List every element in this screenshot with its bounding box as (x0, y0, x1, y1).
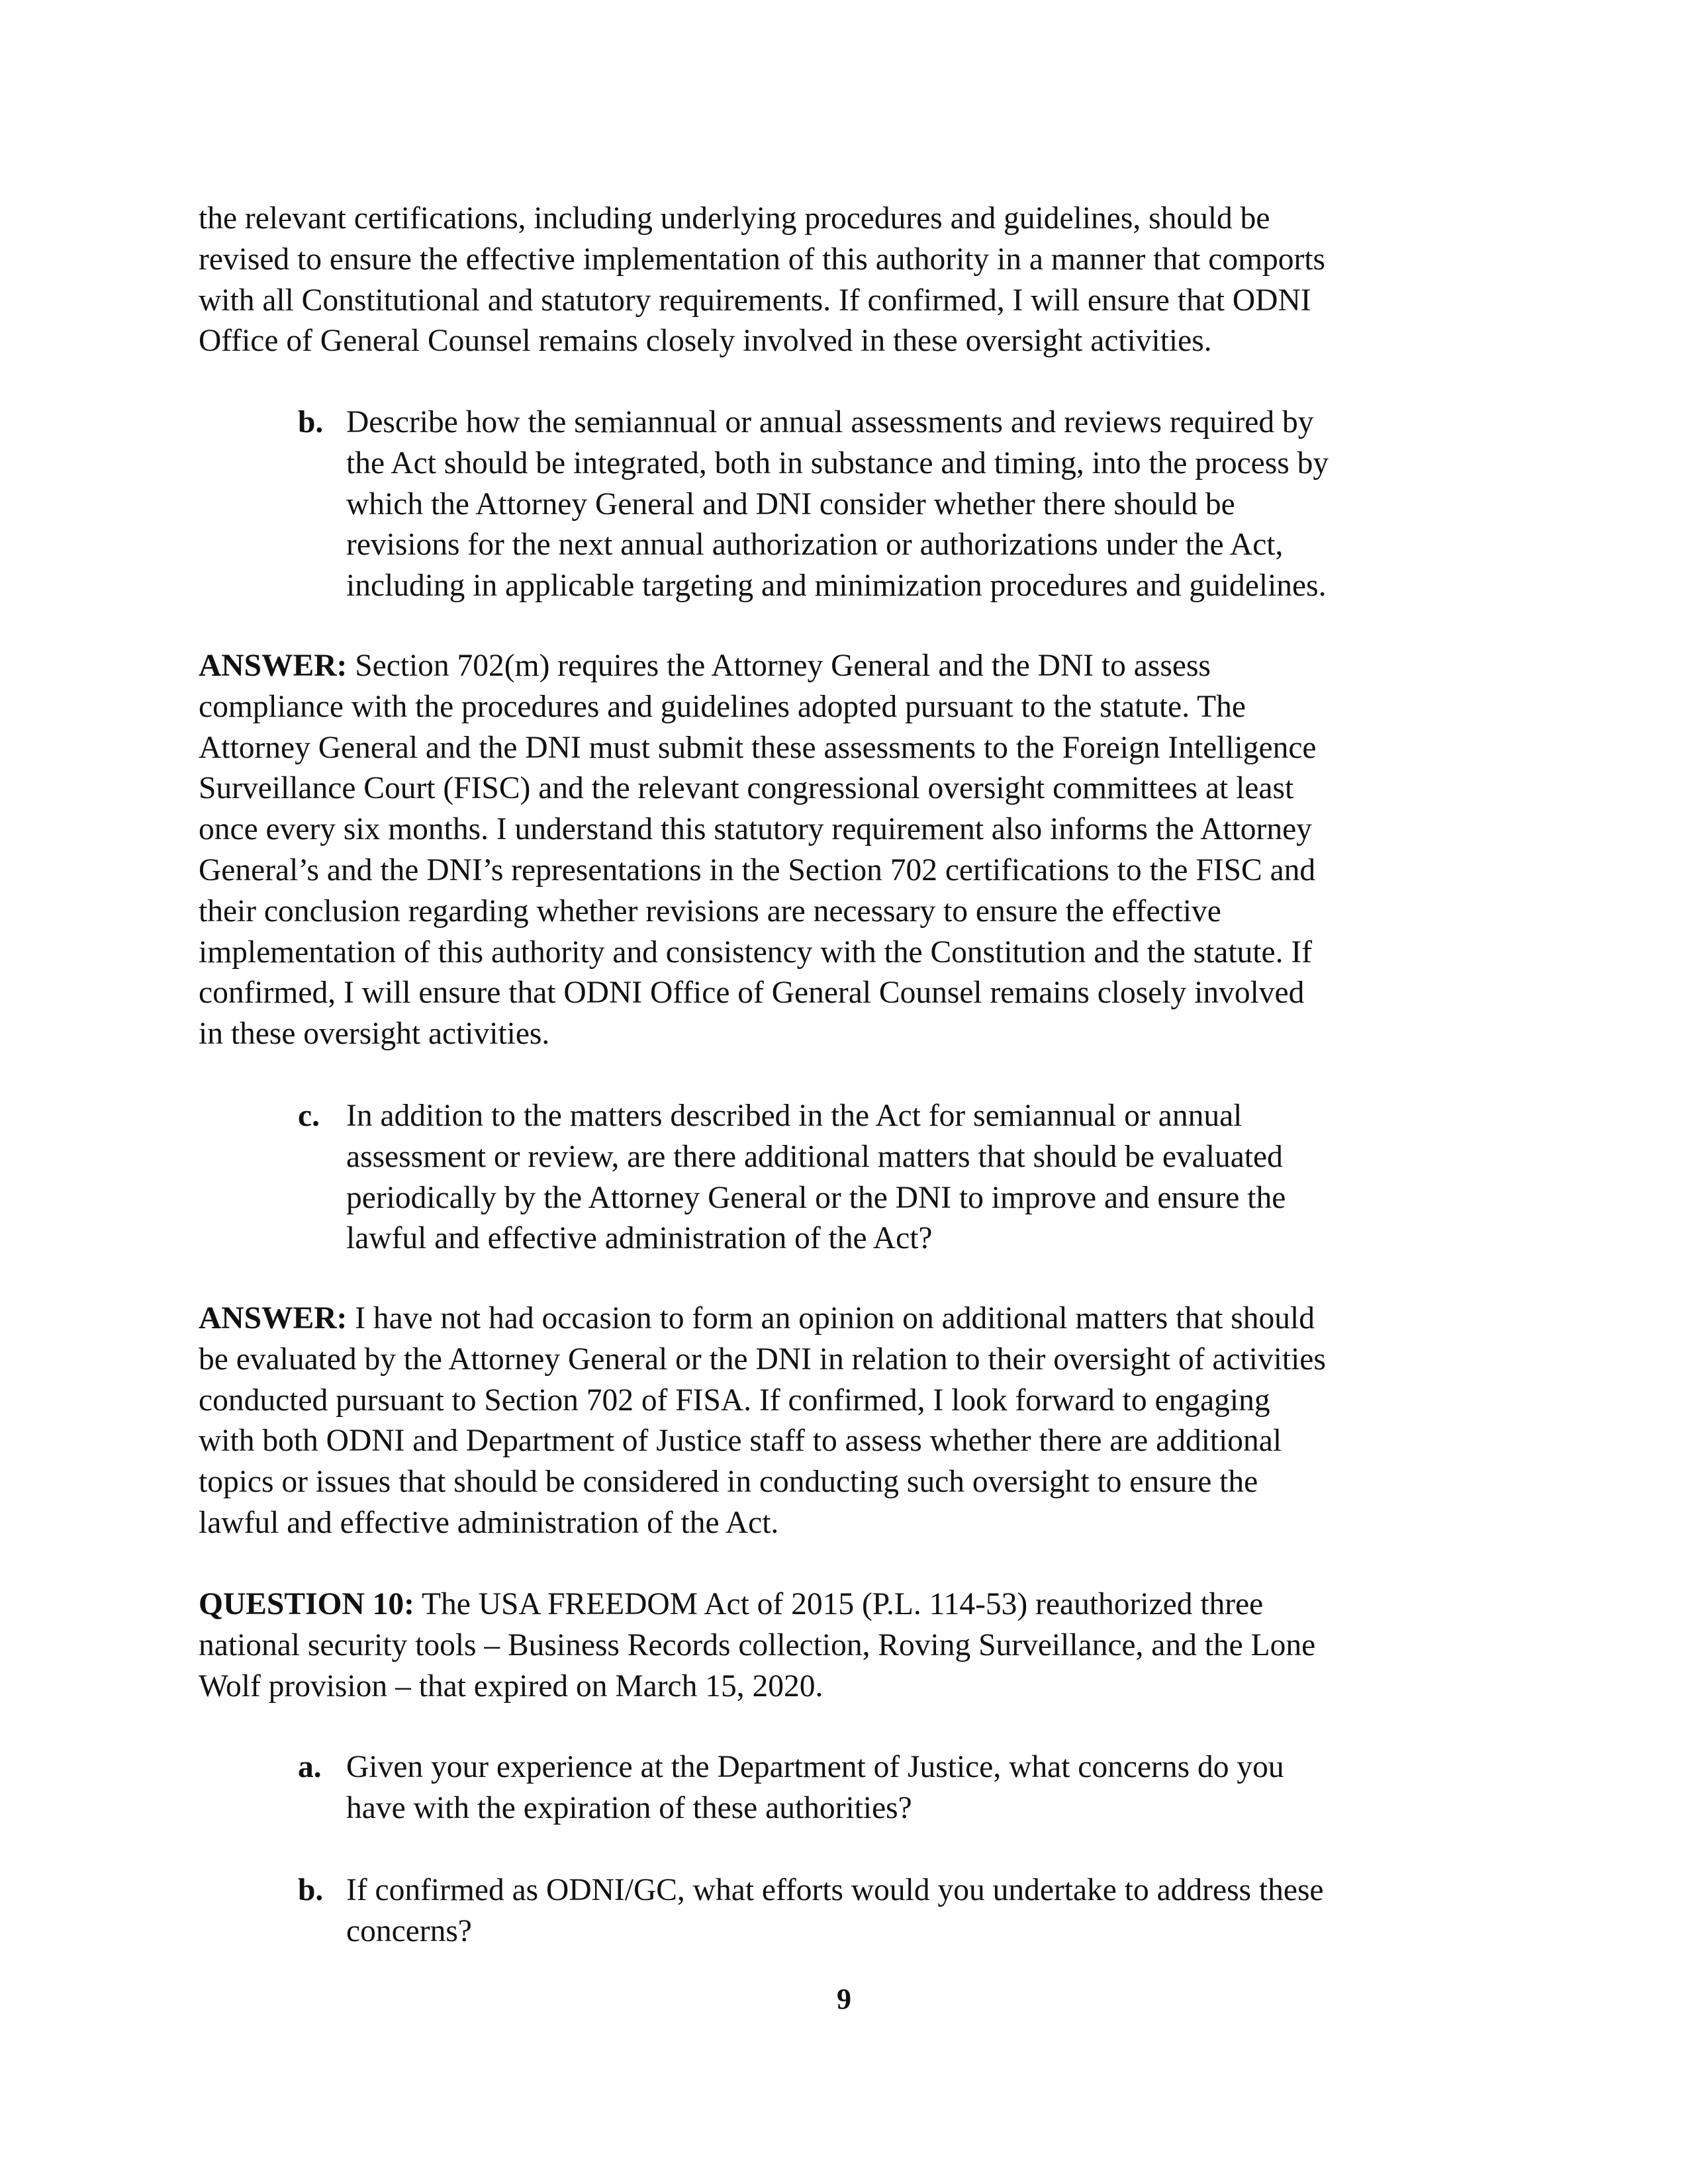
answer-9c-paragraph (199, 1298, 1496, 1544)
text-line: which the Attorney General and DNI consider whether there should be (346, 486, 1235, 522)
question-letter: b. (298, 405, 324, 439)
text-line: once every six months. I understand this statutory requirement also informs the Attorney (199, 812, 1312, 847)
text-line: lawful and effective administration of the Act. (199, 1505, 779, 1540)
text-line: topics or issues that should be considered in conducting such oversight to ensure the (199, 1465, 1258, 1500)
text-line: conducted pursuant to Section 702 of FISA. If confirmed, I look forward to engaging (199, 1383, 1270, 1418)
question-text (346, 1096, 1286, 1259)
text-line (199, 1584, 1496, 1625)
question-10-paragraph (199, 1584, 1496, 1707)
text-line: with both ODNI and Department of Justice staff to assess whether there are additional (199, 1424, 1282, 1459)
text-line (199, 1298, 1496, 1340)
text-line: lawful and effective administration of the Act? (346, 1221, 933, 1256)
text-line: revisions for the next annual authorization or authorizations under the Act, (346, 527, 1284, 563)
question-letter: a. (298, 1750, 322, 1784)
text-line: with all Constitutional and statutory requirements. If confirmed, I will ensure that ODNI (199, 283, 1311, 318)
text-line: concerns? (346, 1913, 472, 1948)
question-text (346, 402, 1329, 607)
text-line: revised to ensure the effective implementation of this authority in a manner that comports (199, 242, 1326, 277)
text-line: their conclusion regarding whether revisions are necessary to ensure the effective (199, 893, 1221, 929)
text-line: have with the expiration of these authorities? (346, 1790, 912, 1825)
page-number: 9 (837, 1983, 851, 2015)
question-first-line: The USA FREEDOM Act of 2015 (P.L. 114-53) reauthorized three (414, 1587, 1264, 1621)
text-line: General’s and the DNI’s representations in the Section 702 certifications to the FISC and (199, 852, 1316, 887)
text-line: be evaluated by the Attorney General or the DNI in relation to their oversight of activities (199, 1342, 1326, 1377)
text-line: including in applicable targeting and minimization procedures and guidelines. (346, 569, 1327, 604)
question-letter: c. (298, 1099, 320, 1133)
text-line: periodically by the Attorney General or the DNI to improve and ensure the (346, 1180, 1286, 1215)
text-line (199, 646, 1496, 687)
question-label: QUESTION 10: (199, 1587, 414, 1621)
answer-first-line: I have not had occasion to form an opinion on additional matters that should (347, 1301, 1315, 1336)
question-text (346, 1870, 1324, 1952)
answer-first-line: Section 702(m) requires the Attorney General and the DNI to assess (347, 649, 1211, 683)
text-line: In addition to the matters described in the Act for semiannual or annual (346, 1099, 1243, 1133)
answer-label: ANSWER: (199, 1301, 348, 1336)
text-line: implementation of this authority and consistency with the Constitution and the statute. If (199, 934, 1313, 970)
text-line: the Act should be integrated, both in substance and timing, into the process by (346, 445, 1329, 480)
answer-label: ANSWER: (199, 649, 348, 683)
text-line: If confirmed as ODNI/GC, what efforts would you undertake to address these (346, 1873, 1324, 1907)
text-line: the relevant certifications, including underlying procedures and guidelines, should be (199, 201, 1270, 236)
text-line: Describe how the semiannual or annual assessments and reviews required by (346, 405, 1314, 439)
text-line: national security tools – Business Records collection, Roving Surveillance, and the Lone (199, 1627, 1316, 1662)
answer-9b-paragraph (199, 646, 1496, 1055)
text-line: Attorney General and the DNI must submit these assessments to the Foreign Intelligence (199, 730, 1317, 765)
text-line: in these oversight activities. (199, 1017, 550, 1052)
question-letter: b. (298, 1873, 324, 1907)
text-line: Surveillance Court (FISC) and the relevant congressional oversight committees at least (199, 771, 1294, 806)
text-line: compliance with the procedures and guidelines adopted pursuant to the statute. The (199, 689, 1246, 724)
intro-answer-paragraph (199, 199, 1496, 362)
text-line: Given your experience at the Department of Justice, what concerns do you (346, 1750, 1284, 1784)
text-line: confirmed, I will ensure that ODNI Office of General Counsel remains closely involved (199, 976, 1305, 1011)
text-line: assessment or review, are there additional matters that should be evaluated (346, 1139, 1283, 1174)
text-line: Wolf provision – that expired on March 15, 2020. (199, 1668, 823, 1704)
text-line: Office of General Counsel remains closely involved in these oversight activities. (199, 324, 1212, 359)
question-text (346, 1747, 1284, 1829)
